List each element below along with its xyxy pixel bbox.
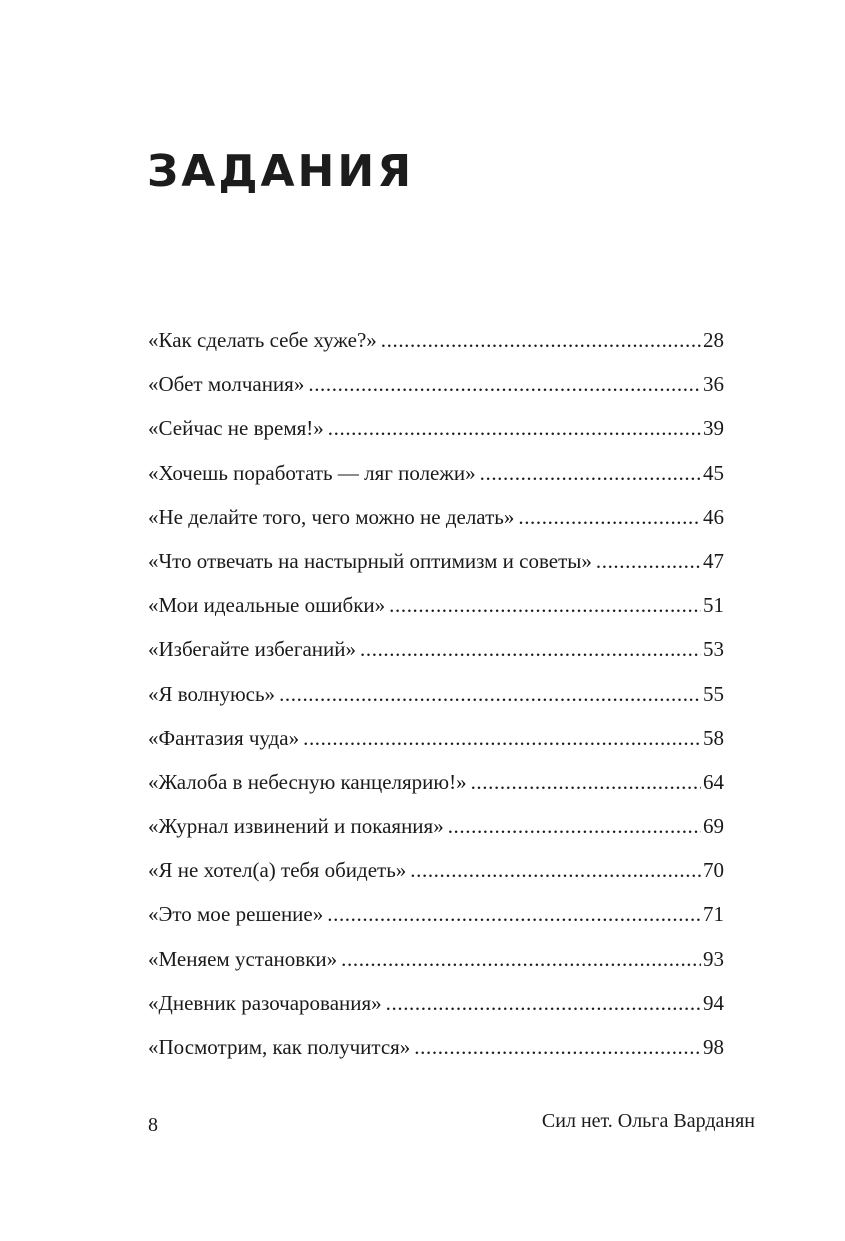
page-number: 8 <box>148 1114 158 1136</box>
toc-entry-title: «Посмотрим, как получится» <box>148 1035 411 1059</box>
toc-entry-title: «Это мое решение» <box>148 902 324 927</box>
toc-entry[interactable] <box>148 451 724 495</box>
toc-entry-page: 45 <box>703 460 724 485</box>
leader-dots <box>386 981 701 1025</box>
toc-entry-title: «Дневник разочарования» <box>148 990 382 1015</box>
leader-dots <box>381 318 701 362</box>
toc-entry-title: «Избегайте избеганий» <box>148 637 357 662</box>
toc-entry[interactable] <box>148 892 724 936</box>
toc-entry-page: 28 <box>703 328 724 352</box>
toc-entry-title: «Хочешь поработать — ляг полежи» <box>148 460 476 485</box>
leader-dots <box>308 362 701 406</box>
leader-dots <box>279 672 701 716</box>
leader-dots <box>596 539 701 583</box>
toc-entry-page: 69 <box>703 814 724 839</box>
toc-entry[interactable] <box>148 627 724 671</box>
toc-entry[interactable] <box>148 716 724 760</box>
toc-entry[interactable] <box>148 539 724 583</box>
toc-entry-page: 64 <box>703 769 724 794</box>
toc-entry-title: «Не делайте того, чего можно не делать» <box>148 504 515 529</box>
toc-entry-title: «Журнал извинений и покаяния» <box>148 814 444 839</box>
toc-entry-page: 71 <box>703 902 724 927</box>
toc-entry-title: «Мои идеальные ошибки» <box>148 593 386 618</box>
toc-entry-page: 55 <box>703 681 724 706</box>
toc-entry[interactable] <box>148 583 724 627</box>
toc-entry[interactable] <box>148 1025 724 1069</box>
leader-dots <box>518 495 701 539</box>
leader-dots <box>480 451 701 495</box>
toc-entry[interactable] <box>148 937 724 981</box>
toc-entry-title: «Фантазия чуда» <box>148 725 300 750</box>
toc-entry-page: 98 <box>703 1035 724 1059</box>
leader-dots <box>341 937 701 981</box>
toc-entry-title: «Меняем установки» <box>148 946 338 971</box>
leader-dots <box>448 804 701 848</box>
leader-dots <box>360 627 701 671</box>
leader-dots <box>414 1025 701 1069</box>
toc-entry-page: 51 <box>703 593 724 618</box>
toc-entry[interactable] <box>148 318 724 362</box>
toc-entry-page: 58 <box>703 725 724 750</box>
toc-entry-title: «Что отвечать на настырный оптимизм и советы» <box>148 548 592 573</box>
toc-entry-title: «Сейчас не время!» <box>148 416 324 441</box>
leader-dots <box>389 583 701 627</box>
leader-dots <box>328 406 701 450</box>
toc-entry[interactable] <box>148 362 724 406</box>
toc-entry[interactable] <box>148 672 724 716</box>
toc-entry-title: «Я волнуюсь» <box>148 681 276 706</box>
toc-entry-page: 39 <box>703 416 724 441</box>
toc-entry[interactable] <box>148 495 724 539</box>
toc-entry-page: 70 <box>703 858 724 883</box>
toc-entry[interactable] <box>148 804 724 848</box>
toc-entry[interactable] <box>148 760 724 804</box>
toc-entry[interactable] <box>148 981 724 1025</box>
leader-dots <box>410 848 701 892</box>
table-of-contents <box>148 318 724 1069</box>
toc-entry-page: 47 <box>703 548 724 573</box>
toc-entry[interactable] <box>148 848 724 892</box>
toc-entry-page: 93 <box>703 946 724 971</box>
leader-dots <box>303 716 701 760</box>
toc-entry[interactable] <box>148 406 724 450</box>
toc-entry-title: «Я не хотел(а) тебя обидеть» <box>148 858 407 883</box>
leader-dots <box>327 892 701 936</box>
toc-entry-title: «Жалоба в небесную канцелярию!» <box>148 769 467 794</box>
toc-entry-title: «Обет молчания» <box>148 372 305 397</box>
page-title: ЗАДАНИЯ <box>147 146 415 197</box>
toc-entry-page: 94 <box>703 990 724 1015</box>
toc-entry-page: 53 <box>703 637 724 662</box>
running-footer: Сил нет. Ольга Варданян <box>541 1110 755 1132</box>
toc-entry-title: «Как сделать себе хуже?» <box>148 328 377 352</box>
toc-entry-page: 36 <box>703 372 724 397</box>
toc-entry-page: 46 <box>703 504 724 529</box>
leader-dots <box>471 760 701 804</box>
